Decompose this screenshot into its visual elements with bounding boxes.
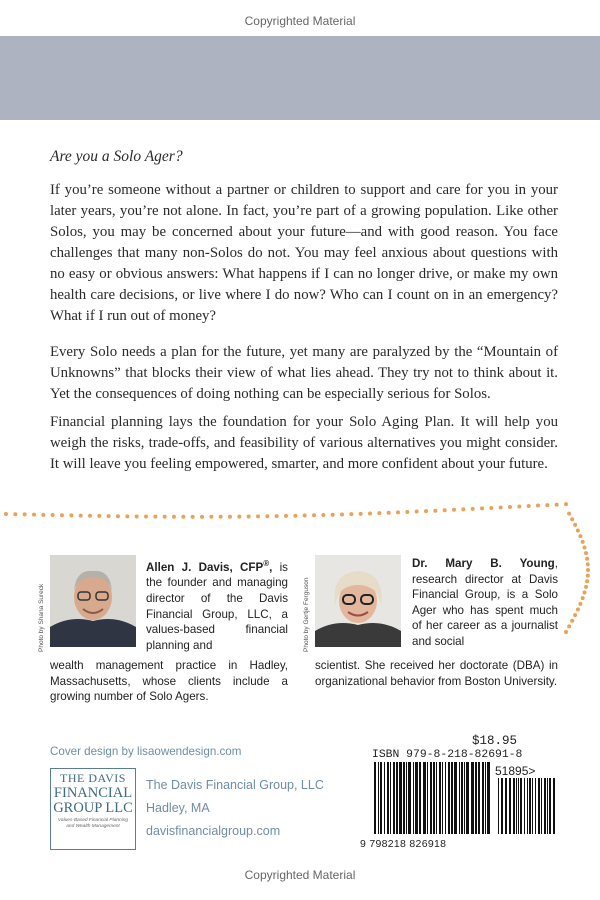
author-bio-mary-bottom: scientist. She received her doctorate (DBA) in organizational behavior from Boston University.	[315, 659, 558, 688]
header-banner	[0, 36, 600, 120]
author-photo-allen-davis	[50, 555, 136, 647]
author-name-mary: Dr. Mary B. Young	[412, 557, 555, 570]
blurb-paragraph-3: Financial planning lays the foundation for your Solo Aging Plan. It will help you weigh the risks, trade-offs, and feasibility of various alternatives you might consider. It will leave you feeling empowered, smarter, and more confident about your future.	[50, 414, 558, 472]
firm-location: Hadley, MA	[146, 801, 210, 815]
author-bio-allen-bottom: wealth management practice in Hadley, Massachusetts, whose clients include a growing number of Solo Agers.	[50, 659, 288, 704]
barcode-number: 9 798218 826918	[360, 838, 447, 850]
blurb-paragraph-2: Every Solo needs a plan for the future, yet many are paralyzed by the “Mountain of Unknowns” that blocks their view of what lies ahead. They try not to think about it. Yet the consequences of doing nothing can be especially serious for Solos.	[50, 344, 558, 402]
photo-credit-mary: Photo by Gertje Ferguson	[303, 577, 310, 652]
author-photo-mary-young	[315, 555, 401, 647]
logo-line-2: FINANCIAL	[53, 785, 133, 801]
blurb-heading: Are you a Solo Ager?	[50, 148, 183, 165]
barcode-addon-number: 51895>	[495, 764, 536, 778]
firm-name: The Davis Financial Group, LLC	[146, 778, 324, 792]
photo-credit-allen: Photo by Shana Sureck	[38, 583, 45, 652]
logo-line-3: GROUP LLC	[53, 800, 133, 816]
logo-tagline: Values-Based Financial Planning and Wealth Management	[57, 818, 129, 829]
blurb-paragraph-1: If you’re someone without a partner or children to support and care for you in your later years, you’re not alone. In fact, you’re part of a growing population. Like other Solos, you may be concerned about your future—and with good reason. You face challenges that many non-Solos do not. You may feel anxious about questions with no easy or obvious answers: What happens if I can no longer drive, or make my own health care decisions, or live where I do now? Who can I count on in an emergency? What if I run out of money?	[50, 182, 558, 324]
author-bio-mary-top: Dr. Mary B. Young, research director at Davis Financial Group, is a Solo Ager who has spent much of her career as a journalist and social	[412, 557, 558, 648]
cover-design-credit: Cover design by lisaowendesign.com	[50, 745, 242, 758]
davis-financial-logo	[50, 768, 136, 850]
price-label: $18.95	[472, 734, 518, 748]
author-bio-allen-top: Allen J. Davis, CFP®, is the founder and managing director of the Davis Financial Group, LLC, a values-based financial planning and	[146, 559, 288, 652]
isbn-label: ISBN 979-8-218-82691-8	[372, 749, 523, 761]
copyright-watermark-top: Copyrighted Material	[244, 14, 356, 28]
firm-website: davisfinancialgroup.com	[146, 824, 281, 838]
logo-line-1: THE DAVIS	[60, 771, 126, 785]
copyright-watermark-bottom: Copyrighted Material	[244, 868, 356, 882]
author-name-allen: Allen J. Davis, CFP®,	[146, 559, 273, 574]
